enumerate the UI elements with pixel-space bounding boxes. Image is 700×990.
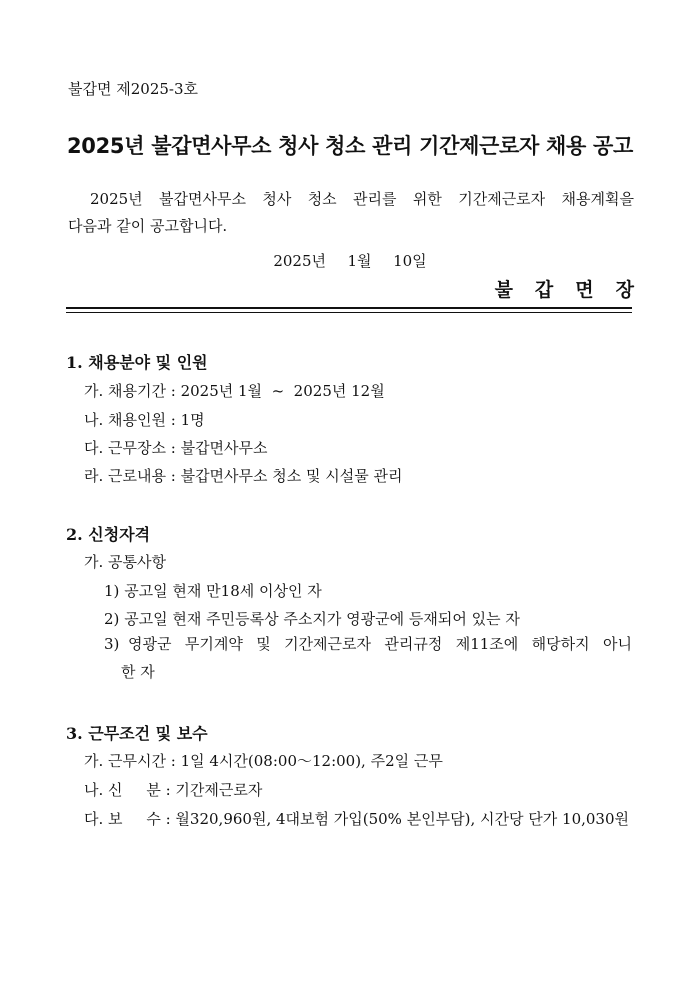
- document-title: 2025년 불갑면사무소 청사 청소 관리 기간제근로자 채용 공고: [66, 134, 633, 158]
- section-3-item-a: 가. 근무시간 : 1일 4시간(08:00～12:00), 주2일 근무: [84, 752, 443, 770]
- section-1-heading: 1. 채용분야 및 인원: [66, 353, 208, 372]
- subitem-line-1: [104, 630, 632, 658]
- section-1-item-b: 나. 채용인원 : 1명: [84, 411, 205, 429]
- section-1-item-c: 다. 근무장소 : 불갑면사무소: [84, 439, 268, 457]
- issuer-signature: 불갑면장: [494, 279, 656, 301]
- section-2-subitem-2: [104, 608, 520, 629]
- subitem-number: 1): [104, 582, 120, 600]
- section-2-subitem-1: [104, 580, 322, 601]
- divider-thin: [66, 312, 632, 313]
- subitem-text: 공고일 현재 주민등록상 주소지가 영광군에 등재되어 있는 자: [124, 610, 520, 628]
- divider-thick: [66, 307, 632, 309]
- subitem-line-2: 한 자: [121, 663, 155, 681]
- intro-line-2: 다음과 같이 공고합니다.: [68, 217, 228, 235]
- subitem-text: 공고일 현재 만18세 이상인 자: [124, 582, 322, 600]
- intro-paragraph: [68, 186, 634, 240]
- document-number: 불갑면 제2025-3호: [68, 80, 199, 98]
- section-2-item-a: 가. 공통사항: [84, 553, 166, 571]
- announcement-date: 2025년 1월 10일: [273, 252, 427, 270]
- section-3-item-c: 다. 보 수 : 월320,960원, 4대보험 가입(50% 본인부담), 시간당 단가 10,030원: [84, 810, 630, 828]
- intro-line-1: 2025년 불갑면사무소 청사 청소 관리를 위한 기간제근로자 채용계획을: [90, 190, 634, 208]
- subitem-text: 영광군 무기계약 및 기간제근로자 관리규정 제11조에 해당하지 아니: [128, 635, 632, 653]
- subitem-number: 2): [104, 610, 120, 628]
- section-3-heading: 3. 근무조건 및 보수: [66, 724, 208, 743]
- section-2-subitem-3: [104, 630, 632, 686]
- subitem-number: 3): [104, 635, 120, 653]
- section-2-heading: 2. 신청자격: [66, 525, 151, 544]
- section-1-item-a: 가. 채용기간 : 2025년 1월 ~ 2025년 12월: [84, 382, 385, 400]
- section-3-item-b: 나. 신 분 : 기간제근로자: [84, 781, 263, 799]
- section-1-item-d: 라. 근로내용 : 불갑면사무소 청소 및 시설물 관리: [84, 467, 403, 485]
